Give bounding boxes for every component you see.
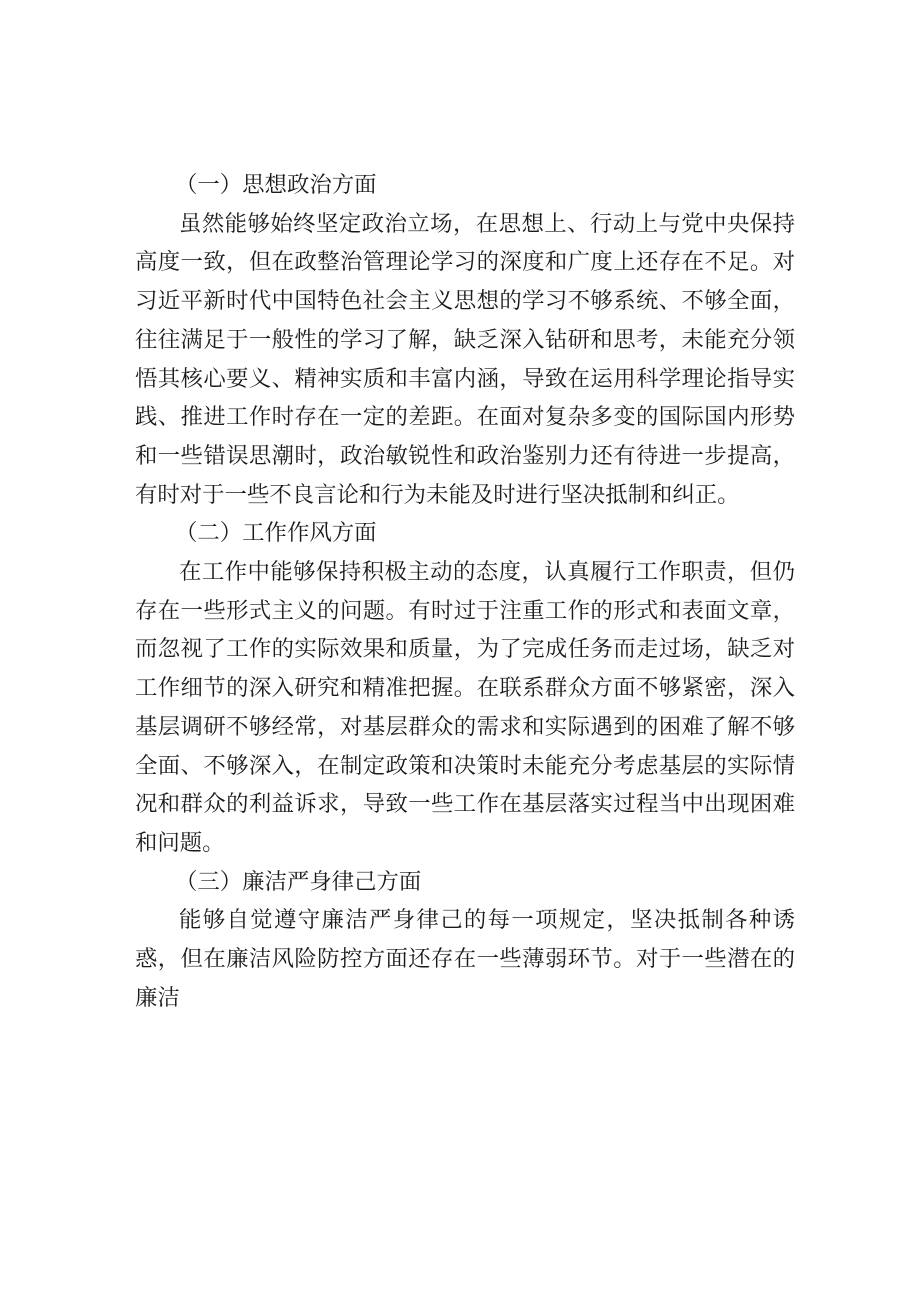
document-body — [135, 166, 795, 1017]
section-paragraph-1: 虽然能够始终坚定政治立场，在思想上、行动上与党中央保持高度一致，但在政整治管理论学习的深度和广度上还存在不足。对习近平新时代中国特色社会主义思想的学习不够系统、不够全面，往往满足于一般性的学习了解，缺乏深入钻研和思考，未能充分领悟其核心要义、精神实质和丰富内涵，导致在运用科学理论指导实践、推进工作时存在一定的差距。在面对复杂多变的国际国内形势和一些错误思潮时，政治敏锐性和政治鉴别力还有待进一步提高，有时对于一些不良言论和行为未能及时进行坚决抵制和纠正。 — [135, 210, 795, 508]
section-paragraph-3: 能够自觉遵守廉洁严身律己的每一项规定，坚决抵制各种诱惑，但在廉洁风险防控方面还存在一些薄弱环节。对于一些潜在的廉洁 — [135, 907, 795, 1011]
section-paragraph-2: 在工作中能够保持积极主动的态度，认真履行工作职责，但仍存在一些形式主义的问题。有时过于注重工作的形式和表面文章，而忽视了工作的实际效果和质量，为了完成任务而走过场，缺乏对工作细节的深入研究和精准把握。在联系群众方面不够紧密，深入基层调研不够经常，对基层群众的需求和实际遇到的困难了解不够全面、不够深入，在制定政策和决策时未能充分考虑基层的实际情况和群众的利益诉求，导致一些工作在基层落实过程当中出现困难和问题。 — [135, 559, 795, 856]
section-heading-2: （二）工作作风方面 — [175, 520, 377, 547]
section-heading-1: （一）思想政治方面 — [175, 172, 377, 198]
section-heading-3: （三）廉洁严身律己方面 — [175, 868, 422, 895]
